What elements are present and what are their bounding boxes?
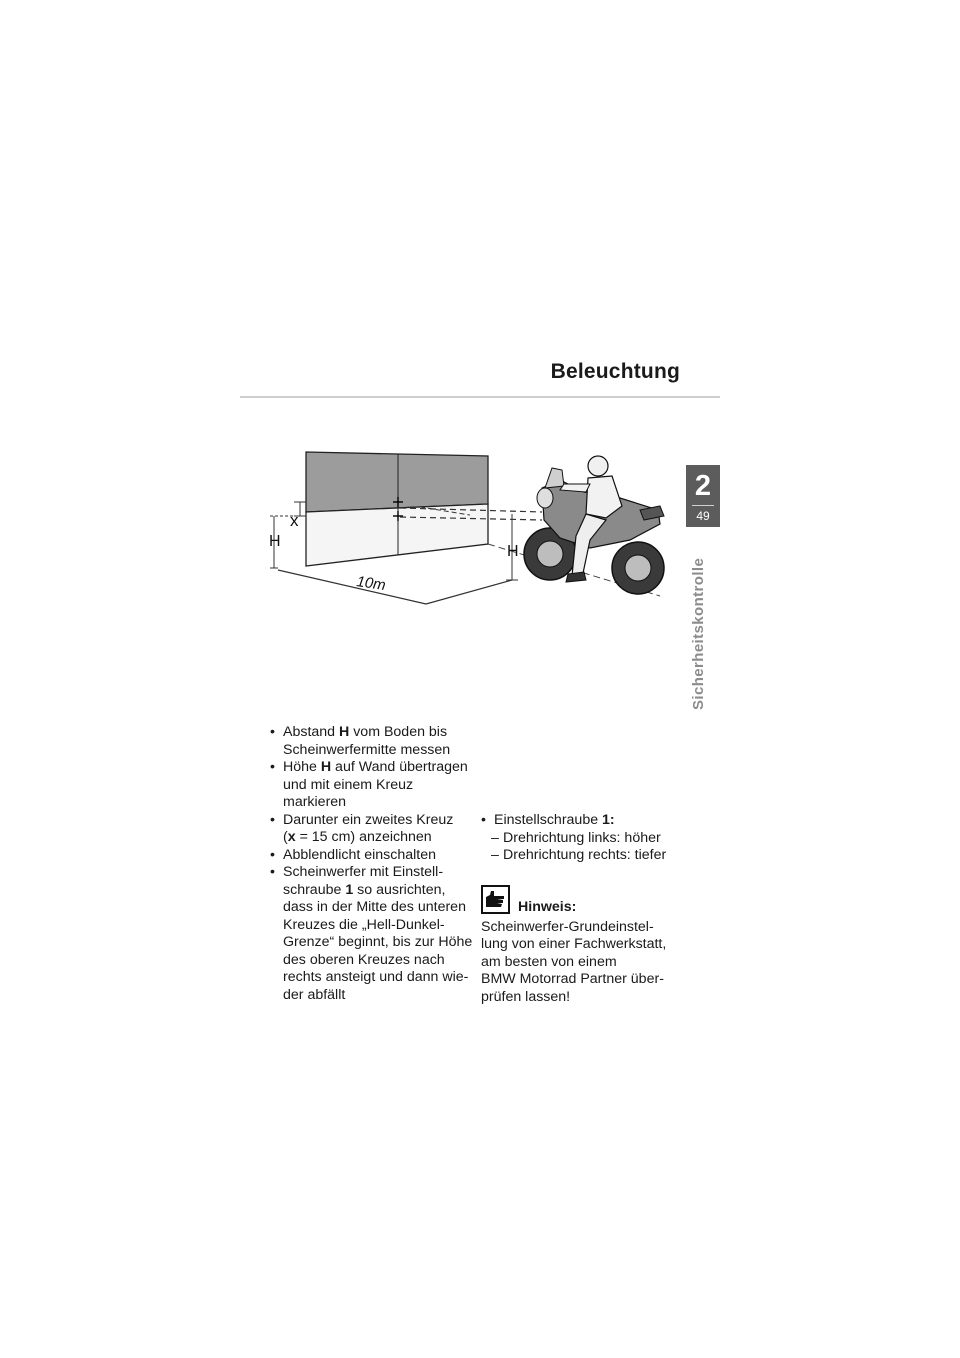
label-x: x [290, 511, 299, 530]
chapter-tab [686, 465, 720, 527]
sub-list-item: – Drehrichtung links: höher [491, 829, 661, 846]
note-hand-icon [481, 885, 510, 914]
page-title: Beleuchtung [550, 360, 680, 383]
chapter-number: 2 [694, 470, 712, 502]
note-body: Scheinwerfer-Grundeinstel- lung von einer Fachwerkstatt, am besten von einem BMW Motorrad Partner über- prüfen lassen! [481, 918, 667, 1005]
instruction-column-left [270, 724, 480, 1004]
label-distance: 10m [355, 573, 387, 595]
headlight-adjustment-illustration [260, 440, 680, 620]
page-number: 49 [696, 509, 710, 523]
section-label: Sicherheitskontrolle [690, 557, 707, 710]
list-item: • Abblendlicht einschalten [270, 846, 437, 863]
list-item: • Einstellschraube 1: [481, 812, 615, 828]
sub-list-item: – Drehrichtung rechts: tiefer [491, 847, 667, 863]
list-item: • Darunter ein zweites Kreuz (x = 15 cm) anzeichnen [270, 811, 454, 845]
instruction-column-right [481, 812, 696, 1006]
list-item: • Abstand H vom Boden bis Scheinwerfermitte messen [270, 724, 451, 758]
list-item: • Scheinwerfer mit Einstell- schraube 1 so ausrichten, dass in der Mitte des unteren Kreuzes die „Hell-Dunkel- Grenze“ beginnt, bis zur Höhe des oberen Kreuzes nach rechts ansteigt und dann wie- der abfällt [270, 864, 473, 1003]
label-h-left: H [269, 533, 281, 550]
tab-divider [692, 505, 714, 506]
note-title: Hinweis: [518, 898, 577, 915]
wall-upper-shaded [306, 452, 488, 512]
label-h-right: H [507, 543, 519, 560]
note-header [481, 885, 696, 919]
list-item: • Höhe H auf Wand übertragen und mit einem Kreuz markieren [270, 759, 468, 810]
motorcycle-rider-drawing [524, 456, 664, 594]
header-rule [240, 396, 720, 398]
